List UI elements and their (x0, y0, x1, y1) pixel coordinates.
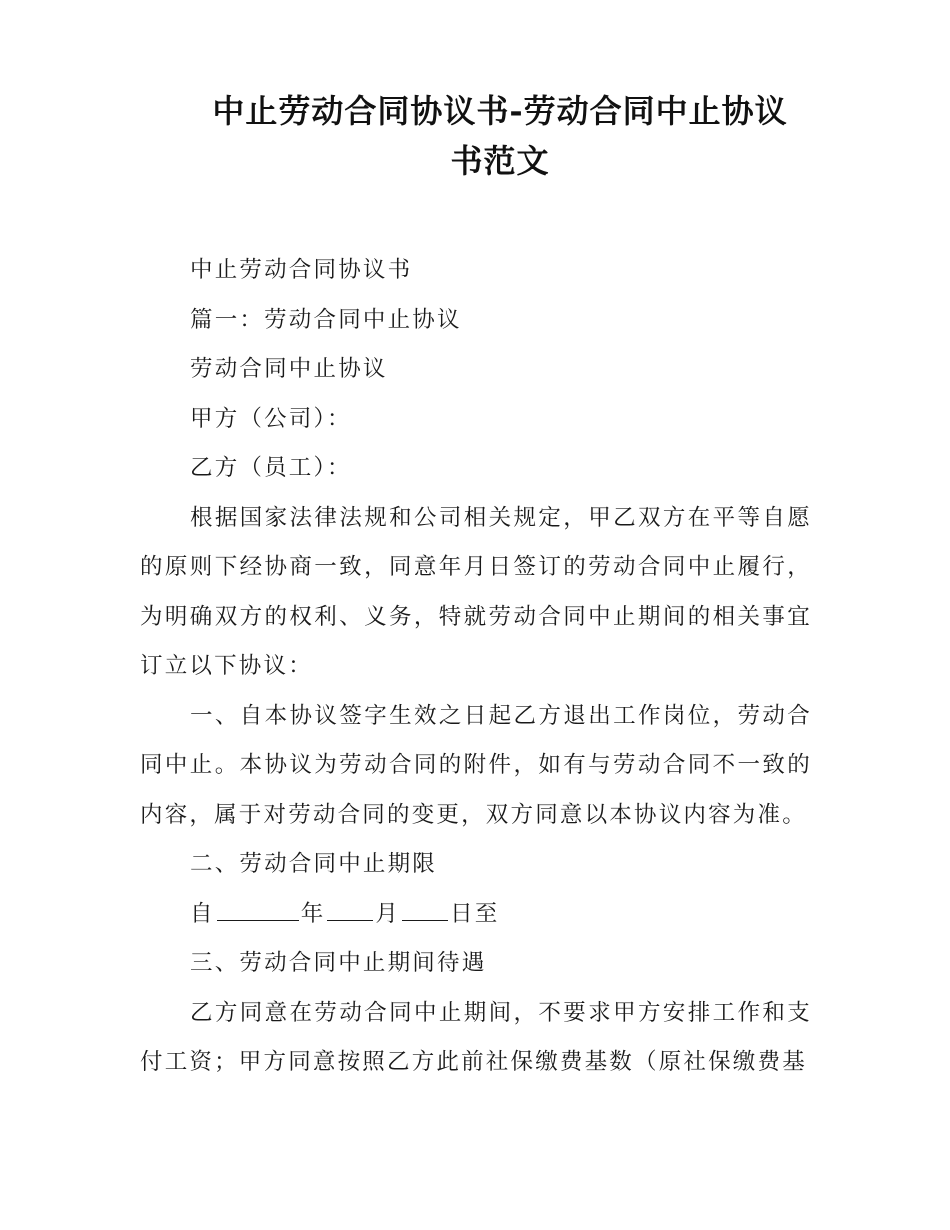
year-blank (217, 894, 299, 921)
paragraph: 甲方（公司）： (190, 405, 352, 432)
paragraph: 三、劳动合同中止期间待遇 (190, 950, 487, 976)
period-month: 月 (375, 900, 401, 927)
title-line-1: 中止劳动合同协议书-劳动合同中止协议 (212, 92, 788, 130)
paragraph: 篇一：劳动合同中止协议 (190, 306, 462, 333)
paragraph: 乙方（员工）： (190, 455, 352, 481)
paragraph: 一、自本协议签字生效之日起乙方退出工作岗位，劳动合同中止。本协议为劳动合同的附件，如有与劳动合同不一致的内容，属于对劳动合同的变更，双方同意以本协议内容为准。 (140, 702, 812, 828)
contract-period-line (140, 890, 812, 940)
paragraph: 根据国家法律法规和公司相关规定，甲乙双方在平等自愿的原则下经协商一致，同意年月日签订的劳动合同中止履行，为明确双方的权利、义务，特就劳动合同中止期间的相关事宜订立以下协议： (140, 504, 812, 679)
period-year: 年 (300, 900, 326, 927)
document-body (140, 246, 812, 1088)
paragraph: 劳动合同中止协议 (190, 356, 388, 382)
paragraph: 乙方同意在劳动合同中止期间，不要求甲方安排工作和支付工资；甲方同意按照乙方此前社保缴费基数（原社保缴费基 (140, 999, 812, 1075)
document-title (150, 86, 850, 186)
period-from: 自 (190, 900, 215, 927)
month-blank (327, 894, 373, 921)
paragraph: 中止劳动合同协议书 (190, 257, 413, 283)
title-line-2: 书范文 (450, 142, 550, 180)
day-blank (402, 894, 448, 921)
paragraph: 二、劳动合同中止期限 (190, 851, 438, 877)
period-day-to: 日至 (450, 900, 500, 927)
